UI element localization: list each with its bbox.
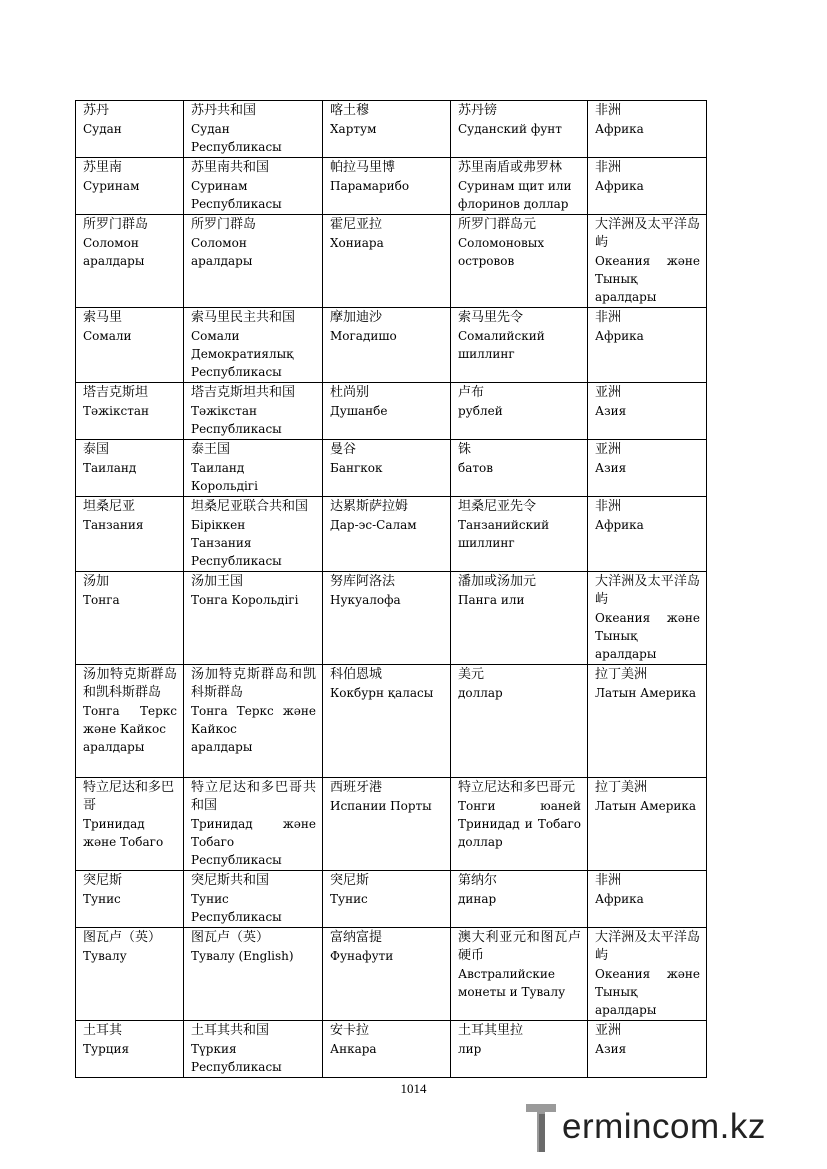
chinese-term: 苏丹镑 bbox=[458, 103, 498, 118]
translation-term: Тәжікстан Республикасы bbox=[191, 404, 282, 436]
chinese-term: 大洋洲及太平洋岛屿 bbox=[595, 217, 700, 250]
translation-term: Душанбе bbox=[330, 404, 388, 418]
table-row bbox=[76, 665, 707, 778]
translation-term: Азия bbox=[595, 461, 627, 475]
table-cell bbox=[76, 665, 184, 778]
table-cell bbox=[451, 101, 588, 158]
chinese-term: 汤加王国 bbox=[191, 574, 244, 589]
table-row bbox=[76, 928, 707, 1021]
chinese-term: 突尼斯 bbox=[330, 873, 370, 888]
chinese-term: 特立尼达和多巴哥共和国 bbox=[191, 780, 316, 813]
translation-term: Танзания bbox=[83, 518, 144, 532]
translation-term: Тринидад және Тобаго Республикасы bbox=[191, 817, 316, 867]
chinese-term: 曼谷 bbox=[330, 442, 357, 457]
translation-term: рублей bbox=[458, 404, 503, 418]
table-cell bbox=[451, 928, 588, 1021]
chinese-term: 图瓦卢（英） bbox=[191, 930, 270, 945]
translation-term: Тонга bbox=[83, 593, 120, 607]
table-cell bbox=[323, 101, 451, 158]
table-cell bbox=[76, 101, 184, 158]
translation-term: Судан bbox=[83, 122, 122, 136]
table-cell bbox=[451, 778, 588, 871]
chinese-term: 苏里南 bbox=[83, 160, 123, 175]
translation-term: Тунис bbox=[330, 892, 368, 906]
table-cell bbox=[184, 497, 323, 572]
chinese-term: 苏丹 bbox=[83, 103, 110, 118]
table-cell bbox=[451, 158, 588, 215]
table-cell bbox=[323, 665, 451, 778]
translation-term: Нукуалофа bbox=[330, 593, 401, 607]
translation-term: Анкара bbox=[330, 1042, 377, 1056]
table-cell bbox=[588, 928, 707, 1021]
chinese-term: 潘加或汤加元 bbox=[458, 574, 537, 589]
translation-term: Суринам bbox=[83, 179, 140, 193]
table-row bbox=[76, 497, 707, 572]
chinese-term: 汤加特克斯群岛和凯科斯群岛 bbox=[83, 667, 177, 700]
chinese-term: 泰国 bbox=[83, 442, 110, 457]
table-cell bbox=[184, 665, 323, 778]
table-cell bbox=[588, 308, 707, 383]
chinese-term: 努库阿洛法 bbox=[330, 574, 396, 589]
chinese-term: 特立尼达和多巴哥 bbox=[83, 780, 175, 813]
translation-term: Тунис bbox=[83, 892, 121, 906]
translation-term: Таиланд bbox=[83, 461, 137, 475]
translation-term: Соломон аралдары bbox=[191, 236, 253, 268]
chinese-term: 大洋洲及太平洋岛屿 bbox=[595, 930, 700, 963]
chinese-term: 美元 bbox=[458, 667, 485, 682]
chinese-term: 汤加特克斯群岛和凯科斯群岛 bbox=[191, 667, 316, 700]
translation-term: Суданский фунт bbox=[458, 122, 562, 136]
chinese-term: 安卡拉 bbox=[330, 1023, 370, 1038]
translation-term: Тувалу bbox=[83, 949, 127, 963]
table-cell bbox=[184, 101, 323, 158]
translation-term: Танзанийский шиллинг bbox=[458, 518, 550, 550]
table-cell bbox=[323, 1021, 451, 1078]
translation-term: Судан Республикасы bbox=[191, 122, 282, 154]
translation-term: батов bbox=[458, 461, 493, 475]
table-cell bbox=[451, 572, 588, 665]
chinese-term: 非洲 bbox=[595, 499, 622, 514]
table-row bbox=[76, 158, 707, 215]
translation-term: Сомалийский шиллинг bbox=[458, 329, 545, 361]
chinese-term: 非洲 bbox=[595, 873, 622, 888]
translation-term: Африка bbox=[595, 122, 644, 136]
table-cell bbox=[323, 158, 451, 215]
table-cell bbox=[76, 440, 184, 497]
chinese-term: 拉丁美洲 bbox=[595, 667, 648, 682]
translation-term: Тунис Республикасы bbox=[191, 892, 282, 924]
table-cell bbox=[323, 383, 451, 440]
translation-term: Суринам щит или флоринов доллар bbox=[458, 179, 572, 211]
chinese-term: 突尼斯共和国 bbox=[191, 873, 270, 888]
table-cell bbox=[76, 572, 184, 665]
translation-term: Тәжікстан bbox=[83, 404, 149, 418]
table-cell bbox=[451, 497, 588, 572]
table-row bbox=[76, 1021, 707, 1078]
table-row bbox=[76, 440, 707, 497]
translation-term: Азия bbox=[595, 404, 627, 418]
chinese-term: 帕拉马里博 bbox=[330, 160, 396, 175]
chinese-term: 苏里南盾或弗罗林 bbox=[458, 160, 563, 175]
table-cell bbox=[451, 383, 588, 440]
table-cell bbox=[323, 308, 451, 383]
table-row bbox=[76, 871, 707, 928]
translation-term: Сомали Демократиялық Республикасы bbox=[191, 329, 294, 379]
table-cell bbox=[184, 871, 323, 928]
translation-term: Тонга Корольдігі bbox=[191, 593, 299, 607]
table-cell bbox=[451, 871, 588, 928]
translation-term: Соломоновых островов bbox=[458, 236, 545, 268]
chinese-term: 亚洲 bbox=[595, 1023, 622, 1038]
translation-term: Соломон аралдары bbox=[83, 236, 145, 268]
translation-term: Панга или bbox=[458, 593, 525, 607]
table-cell bbox=[588, 497, 707, 572]
table-cell bbox=[451, 308, 588, 383]
translation-term: Суринам Республикасы bbox=[191, 179, 282, 211]
translation-term: Тонга Теркс және Кайкос аралдары bbox=[83, 704, 177, 754]
translation-term: Фунафути bbox=[330, 949, 394, 963]
translation-term: Африка bbox=[595, 518, 644, 532]
chinese-term: 富纳富提 bbox=[330, 930, 383, 945]
table-cell bbox=[184, 215, 323, 308]
table-cell bbox=[184, 572, 323, 665]
table-cell bbox=[323, 440, 451, 497]
translation-term: Хартум bbox=[330, 122, 377, 136]
table-cell bbox=[588, 215, 707, 308]
chinese-term: 坦桑尼亚先令 bbox=[458, 499, 537, 514]
table-cell bbox=[588, 665, 707, 778]
chinese-term: 所罗门群岛 bbox=[191, 217, 257, 232]
chinese-term: 塔吉克斯坦共和国 bbox=[191, 385, 296, 400]
table-cell bbox=[451, 665, 588, 778]
chinese-term: 坦桑尼亚联合共和国 bbox=[191, 499, 309, 514]
chinese-term: 非洲 bbox=[595, 103, 622, 118]
table-cell bbox=[588, 383, 707, 440]
translation-term: Біріккен Танзания Республикасы bbox=[191, 518, 282, 568]
table-cell bbox=[323, 778, 451, 871]
table-cell bbox=[76, 158, 184, 215]
translation-term: Африка bbox=[595, 329, 644, 343]
translation-term: Парамарибо bbox=[330, 179, 410, 193]
chinese-term: 第纳尔 bbox=[458, 873, 498, 888]
translation-term: Дар-эс-Салам bbox=[330, 518, 417, 532]
table-cell bbox=[451, 440, 588, 497]
translation-term: Могадишо bbox=[330, 329, 397, 343]
translation-term: Тринидад және Тобаго bbox=[83, 817, 164, 849]
table-cell bbox=[323, 497, 451, 572]
table-cell bbox=[588, 778, 707, 871]
translation-term: Океания және Тынық аралдары bbox=[595, 254, 700, 304]
table-row bbox=[76, 101, 707, 158]
chinese-term: 非洲 bbox=[595, 160, 622, 175]
terms-table bbox=[75, 100, 707, 1078]
chinese-term: 泰王国 bbox=[191, 442, 231, 457]
chinese-term: 汤加 bbox=[83, 574, 110, 589]
table-row bbox=[76, 778, 707, 871]
table-cell bbox=[76, 308, 184, 383]
table-row bbox=[76, 215, 707, 308]
chinese-term: 突尼斯 bbox=[83, 873, 123, 888]
table-cell bbox=[588, 158, 707, 215]
table-cell bbox=[184, 383, 323, 440]
table-cell bbox=[76, 871, 184, 928]
translation-term: Латын Америка bbox=[595, 799, 697, 813]
chinese-term: 摩加迪沙 bbox=[330, 310, 383, 325]
chinese-term: 亚洲 bbox=[595, 442, 622, 457]
chinese-term: 特立尼达和多巴哥元 bbox=[458, 780, 576, 795]
translation-term: Таиланд Корольдігі bbox=[191, 461, 258, 493]
chinese-term: 非洲 bbox=[595, 310, 622, 325]
translation-term: Латын Америка bbox=[595, 686, 697, 700]
chinese-term: 科伯恩城 bbox=[330, 667, 383, 682]
table-cell bbox=[588, 1021, 707, 1078]
translation-term: Турция bbox=[83, 1042, 130, 1056]
table-cell bbox=[588, 101, 707, 158]
translation-term: Тонга Теркс және Кайкос аралдары bbox=[191, 704, 316, 754]
chinese-term: 澳大利亚元和图瓦卢硬币 bbox=[458, 930, 581, 963]
table-cell bbox=[76, 383, 184, 440]
translation-term: Сомали bbox=[83, 329, 132, 343]
translation-term: Түркия Республикасы bbox=[191, 1042, 282, 1074]
table-cell bbox=[323, 215, 451, 308]
table-row bbox=[76, 383, 707, 440]
translation-term: Тувалу (English) bbox=[191, 949, 294, 963]
table-cell bbox=[588, 871, 707, 928]
chinese-term: 卢布 bbox=[458, 385, 485, 400]
translation-term: доллар bbox=[458, 686, 503, 700]
table-cell bbox=[184, 440, 323, 497]
translation-term: Африка bbox=[595, 179, 644, 193]
table-cell bbox=[451, 1021, 588, 1078]
chinese-term: 土耳其里拉 bbox=[458, 1023, 524, 1038]
page-number: 1014 bbox=[400, 1081, 427, 1096]
table-row bbox=[76, 572, 707, 665]
translation-term: Африка bbox=[595, 892, 644, 906]
chinese-term: 喀土穆 bbox=[330, 103, 370, 118]
table-cell bbox=[588, 572, 707, 665]
table-cell bbox=[451, 215, 588, 308]
table-cell bbox=[184, 778, 323, 871]
translation-term: Тонги юаней Тринидад и Тобаго доллар bbox=[458, 799, 581, 849]
table-cell bbox=[76, 497, 184, 572]
table-cell bbox=[76, 215, 184, 308]
table-row bbox=[76, 308, 707, 383]
chinese-term: 土耳其共和国 bbox=[191, 1023, 270, 1038]
chinese-term: 西班牙港 bbox=[330, 780, 383, 795]
table-cell bbox=[76, 778, 184, 871]
translation-term: Азия bbox=[595, 1042, 627, 1056]
chinese-term: 苏丹共和国 bbox=[191, 103, 257, 118]
table-cell bbox=[184, 928, 323, 1021]
chinese-term: 索马里先令 bbox=[458, 310, 524, 325]
translation-term: Австралийские монеты и Тувалу bbox=[458, 967, 566, 999]
chinese-term: 杜尚别 bbox=[330, 385, 370, 400]
table-cell bbox=[588, 440, 707, 497]
translation-term: Хониара bbox=[330, 236, 384, 250]
table-cell bbox=[184, 158, 323, 215]
translation-term: Океания және Тынық аралдары bbox=[595, 611, 700, 661]
chinese-term: 所罗门群岛元 bbox=[458, 217, 537, 232]
chinese-term: 所罗门群岛 bbox=[83, 217, 149, 232]
chinese-term: 坦桑尼亚 bbox=[83, 499, 136, 514]
logo-text: ermincom.kz bbox=[562, 1107, 766, 1146]
translation-term: Испании Порты bbox=[330, 799, 432, 813]
table-cell bbox=[323, 928, 451, 1021]
table-cell bbox=[184, 1021, 323, 1078]
chinese-term: 苏里南共和国 bbox=[191, 160, 270, 175]
chinese-term: 达累斯萨拉姆 bbox=[330, 499, 409, 514]
translation-term: Кокбурн қаласы bbox=[330, 686, 434, 700]
translation-term: Бангкок bbox=[330, 461, 383, 475]
table-cell bbox=[323, 572, 451, 665]
logo-t-glyph-icon bbox=[526, 1102, 556, 1154]
terminkom-logo bbox=[520, 1098, 820, 1158]
table-cell bbox=[184, 308, 323, 383]
chinese-term: 索马里民主共和国 bbox=[191, 310, 296, 325]
chinese-term: 亚洲 bbox=[595, 385, 622, 400]
chinese-term: 塔吉克斯坦 bbox=[83, 385, 149, 400]
chinese-term: 索马里 bbox=[83, 310, 123, 325]
chinese-term: 霍尼亚拉 bbox=[330, 217, 383, 232]
table-cell bbox=[76, 928, 184, 1021]
terms-table-body bbox=[76, 101, 707, 1078]
translation-term: динар bbox=[458, 892, 497, 906]
translation-term: лир bbox=[458, 1042, 482, 1056]
chinese-term: 大洋洲及太平洋岛屿 bbox=[595, 574, 700, 607]
chinese-term: 土耳其 bbox=[83, 1023, 123, 1038]
table-cell bbox=[76, 1021, 184, 1078]
table-cell bbox=[323, 871, 451, 928]
chinese-term: 铢 bbox=[458, 442, 472, 457]
chinese-term: 拉丁美洲 bbox=[595, 780, 648, 795]
translation-term: Океания және Тынық аралдары bbox=[595, 967, 700, 1017]
chinese-term: 图瓦卢（英） bbox=[83, 930, 162, 945]
